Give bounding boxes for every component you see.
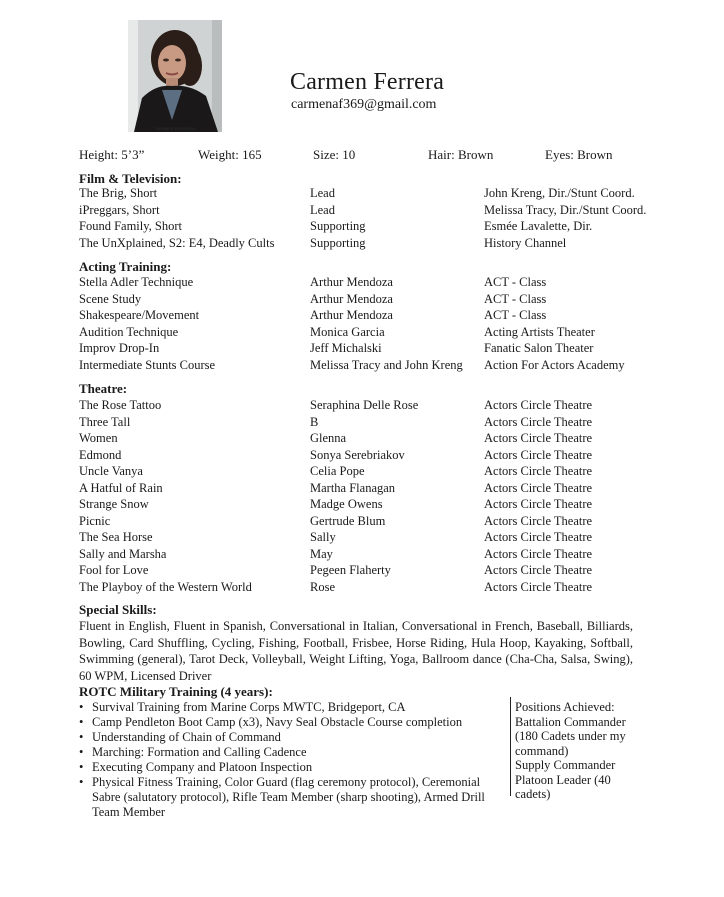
credit-title: The Playboy of the Western World — [79, 579, 252, 594]
section-title-film-tv: Film & Television: — [79, 171, 182, 186]
stat-hair: Hair: Brown — [428, 147, 494, 162]
credit-company: Actors Circle Theatre — [484, 398, 593, 412]
section-title-skills: Special Skills: — [79, 602, 157, 617]
position-item: Battalion Commander — [515, 714, 626, 729]
portrait-image — [128, 20, 222, 132]
credit-role: Monica Garcia — [310, 324, 385, 339]
credit-company: Actors Circle Theatre — [484, 497, 593, 511]
credit-company: Melissa Tracy, Dir./Stunt Coord. — [484, 202, 647, 217]
credit-title: Stella Adler Technique — [79, 275, 194, 289]
credit-company: History Channel — [484, 235, 567, 250]
section-title-theatre: Theatre: — [79, 381, 128, 396]
credit-title: Shakespeare/Movement — [79, 308, 200, 322]
position-item: Supply Commander — [515, 758, 616, 772]
stat-height: Height: 5’3” — [79, 147, 145, 162]
credit-role: Lead — [310, 186, 335, 200]
credit-company: Actors Circle Theatre — [484, 431, 593, 445]
rotc-item: • Camp Pendleton Boot Camp (x3), Navy Seal Obstacle Course completion — [79, 715, 506, 730]
credit-company: Action For Actors Academy — [484, 357, 625, 372]
rotc-item: • Executing Company and Platoon Inspection — [79, 760, 506, 775]
rotc-item: • Survival Training from Marine Corps MWTC, Bridgeport, CA — [79, 700, 506, 715]
credit-company: Actors Circle Theatre — [484, 414, 593, 429]
rotc-training-list — [79, 700, 506, 820]
credit-role: Jeff Michalski — [310, 341, 382, 355]
credit-title: Uncle Vanya — [79, 464, 143, 478]
credit-role: May — [310, 546, 333, 561]
credit-title: Women — [79, 431, 118, 445]
credit-title: Audition Technique — [79, 324, 179, 339]
credit-role: Supporting — [310, 219, 366, 233]
contact-email: carmenaf369@gmail.com — [291, 97, 437, 112]
positions-title: Positions Achieved: — [515, 700, 615, 714]
rotc-item: • Understanding of Chain of Command — [79, 730, 506, 745]
credit-role: Arthur Mendoza — [310, 308, 393, 322]
credit-role: Arthur Mendoza — [310, 275, 393, 289]
credit-company: ACT - Class — [484, 308, 547, 322]
section-title-rotc: ROTC Military Training (4 years): — [79, 684, 273, 699]
credit-role: Sally — [310, 530, 336, 544]
positions-achieved — [515, 700, 640, 802]
credit-company: Actors Circle Theatre — [484, 513, 593, 528]
credit-company: Fanatic Salon Theater — [484, 341, 594, 355]
credit-title: Intermediate Stunts Course — [79, 357, 216, 372]
stat-weight: Weight: 165 — [198, 147, 262, 162]
credit-company: Actors Circle Theatre — [484, 563, 593, 577]
credit-role: Supporting — [310, 235, 366, 250]
stat-eyes: Eyes: Brown — [545, 147, 613, 162]
credit-role: Sonya Serebriakov — [310, 447, 405, 462]
credit-title: Fool for Love — [79, 563, 149, 577]
position-item: (180 Cadets under my command) — [515, 729, 626, 758]
credit-title: iPreggars, Short — [79, 202, 160, 217]
credit-company: Esmée Lavalette, Dir. — [484, 219, 593, 233]
credit-title: Improv Drop-In — [79, 341, 160, 355]
credit-role: Gertrude Blum — [310, 513, 386, 528]
credit-role: Melissa Tracy and John Kreng — [310, 357, 463, 372]
credit-role: B — [310, 414, 319, 429]
rotc-item: • Physical Fitness Training, Color Guard (flag ceremony protocol), Ceremonial Sabre (salutatory protocol), Rifle Team Member (sharp shooting), Armed Drill Team Member — [79, 775, 506, 820]
rotc-item: • Marching: Formation and Calling Cadence — [79, 745, 506, 760]
credit-title: Picnic — [79, 513, 111, 528]
credit-company: Actors Circle Theatre — [484, 530, 593, 544]
credit-role: Glenna — [310, 431, 347, 445]
credit-role: Madge Owens — [310, 497, 383, 511]
credit-title: The UnXplained, S2: E4, Deadly Cults — [79, 235, 275, 250]
credit-title: A Hatful of Rain — [79, 480, 163, 495]
credit-company: Actors Circle Theatre — [484, 579, 593, 594]
credit-title: Found Family, Short — [79, 219, 183, 233]
credit-company: Actors Circle Theatre — [484, 464, 593, 478]
actor-name: Carmen Ferrera — [290, 69, 445, 95]
credit-company: Actors Circle Theatre — [484, 480, 593, 495]
photo-caption: CARMEN FERRERA — [154, 126, 196, 131]
credit-title: Edmond — [79, 447, 122, 462]
credit-role: Pegeen Flaherty — [310, 563, 391, 577]
credit-role: Arthur Mendoza — [310, 291, 393, 306]
column-divider — [510, 697, 511, 796]
stat-size: Size: 10 — [313, 147, 356, 162]
credit-title: The Brig, Short — [79, 186, 158, 200]
credit-role: Martha Flanagan — [310, 480, 396, 495]
position-item: Platoon Leader (40 cadets) — [515, 772, 611, 801]
credit-title: The Sea Horse — [79, 530, 153, 544]
headshot-photo — [128, 20, 222, 132]
section-title-training: Acting Training: — [79, 259, 172, 274]
credit-title: Sally and Marsha — [79, 546, 167, 561]
credit-title: The Rose Tattoo — [79, 398, 162, 412]
credit-title: Strange Snow — [79, 497, 149, 511]
credit-company: Actors Circle Theatre — [484, 546, 593, 561]
credit-company: Acting Artists Theater — [484, 324, 595, 339]
credit-role: Lead — [310, 202, 335, 217]
credit-role: Rose — [310, 579, 335, 594]
credit-company: ACT - Class — [484, 275, 547, 289]
credit-company: Actors Circle Theatre — [484, 447, 593, 462]
credit-role: Celia Pope — [310, 464, 365, 478]
credit-company: ACT - Class — [484, 291, 547, 306]
credit-role: Seraphina Delle Rose — [310, 398, 419, 412]
credit-title: Three Tall — [79, 414, 131, 429]
credit-title: Scene Study — [79, 291, 142, 306]
credit-company: John Kreng, Dir./Stunt Coord. — [484, 186, 635, 200]
skills-text: Fluent in English, Fluent in Spanish, Conversational in Italian, Conversational in French, Baseball, Billiards, Bowling, Card Shuffling, Cycling, Fishing, Football, Frisbee, Horse Riding, Hula Hoop, Kayaking, Softball, Swimming (general), Tarot Deck, Volleyball, Weight Lifting, Yoga, Ballroom dance (Cha-Cha, Salsa, Swing), 60 WPM, Licensed Driver — [79, 619, 633, 683]
